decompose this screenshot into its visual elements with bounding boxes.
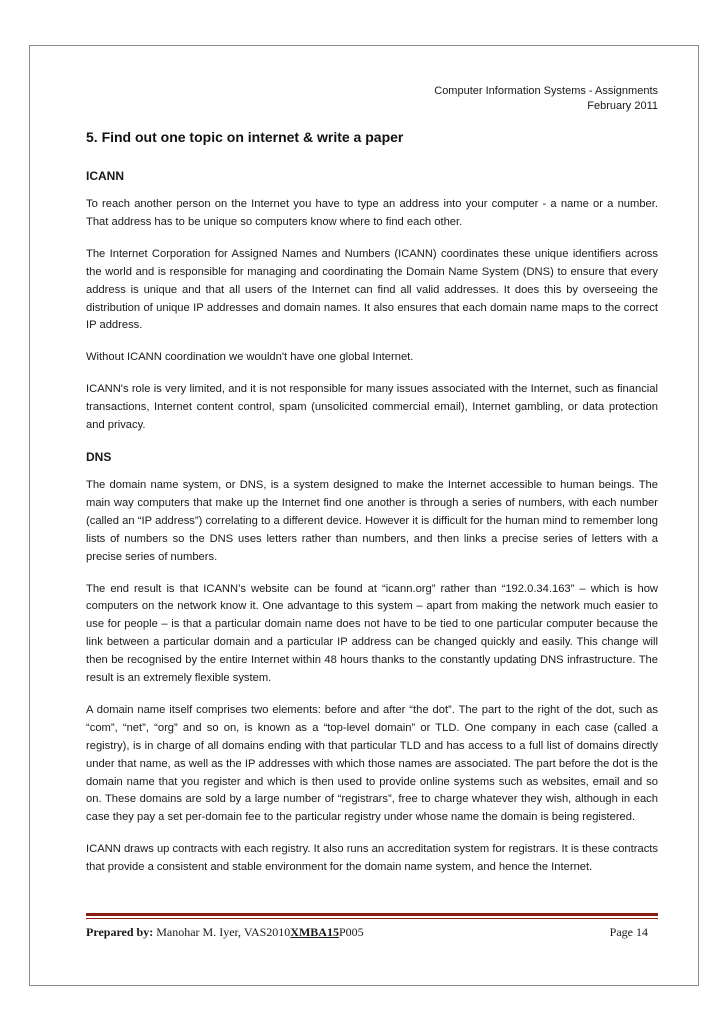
author-name: Manohar M. Iyer, VAS2010: [153, 925, 291, 939]
dns-paragraph-1: The domain name system, or DNS, is a system designed to make the Internet accessible to human beings. The main way computers that make up the Internet find one another is through a series of numbers, with each number (called an “IP address”) correlating to a different device. However it is difficult for the human mind to remember long lists of numbers so the DNS uses letters rather than numbers, and then links a precise series of letters with a precise series of numbers.: [86, 478, 658, 563]
footer-prepared-by: [86, 925, 364, 940]
icann-paragraph-4: ICANN's role is very limited, and it is not responsible for many issues associated with the Internet, such as financial transactions, Internet content control, spam (unsolicited commercial email), Internet gambling, or data protection and privacy.: [86, 383, 658, 432]
icann-paragraph-1: To reach another person on the Internet you have to type an address into your computer - a name or a number. That address has to be unique so computers know where to find each other.: [86, 198, 658, 228]
course-code-bold: XMBA15: [290, 925, 339, 939]
page-footer: [86, 913, 658, 940]
course-code-rest: P005: [338, 925, 364, 939]
dns-paragraph-2: The end result is that ICANN’s website can be found at “icann.org” rather than “192.0.34.163” – which is how computers on the network know it. One advantage to this system – apart from making the network much easier to use for people – is that a particular domain name does not have to be tied to one particular computer because the link between a particular domain and a particular IP address can be changed quickly and easily. This change will then be recognised by the entire Internet within 48 hours thanks to the constantly updating DNS infrastructure. The result is an extremely flexible system.: [86, 582, 658, 685]
dns-paragraph-3: A domain name itself comprises two elements: before and after “the dot”. The part to the right of the dot, such as “com”, “net”, “org” and so on, is known as a “top-level domain” or TLD. One company in each case (called a registry), is in charge of all domains ending with that particular TLD and has access to a full list of domains directly under that name, as well as the IP addresses with which those names are associated. The part before the dot is the domain name that you register and which is then used to provide online systems such as websites, email and so on. These domains are sold by a large number of “registrars”, free to charge whatever they wish, although in each case they pay a set per-domain fee to the particular registry under whose name the domain is being registered.: [86, 703, 658, 824]
icann-paragraph-2: The Internet Corporation for Assigned Names and Numbers (ICANN) coordinates these unique identifiers across the world and is responsible for managing and coordinating the Domain Name System (DNS) to ensure that every address is unique and that all users of the Internet can find all valid addresses. It does this by overseeing the distribution of unique IP addresses and domain names. It also ensures that each domain name maps to the correct IP address.: [86, 247, 658, 332]
footer-rule-thick: [86, 913, 658, 916]
header-title: Computer Information Systems - Assignments: [434, 85, 658, 97]
document-body: [86, 84, 658, 891]
prepared-label: Prepared by:: [86, 925, 154, 939]
page-number: Page 14: [609, 925, 648, 939]
running-header: [86, 84, 658, 114]
dns-heading: DNS: [86, 449, 112, 464]
icann-heading: ICANN: [86, 169, 124, 183]
section-title: 5. Find out one topic on internet & write a paper: [86, 129, 404, 145]
footer-rule-thin: [86, 918, 658, 919]
icann-paragraph-3: Without ICANN coordination we wouldn't have one global Internet.: [86, 351, 414, 364]
dns-paragraph-4: ICANN draws up contracts with each registry. It also runs an accreditation system for registrars. It is these contracts that provide a consistent and stable environment for the domain name system, and hence the Internet.: [86, 843, 658, 874]
header-date: February 2011: [587, 100, 658, 112]
